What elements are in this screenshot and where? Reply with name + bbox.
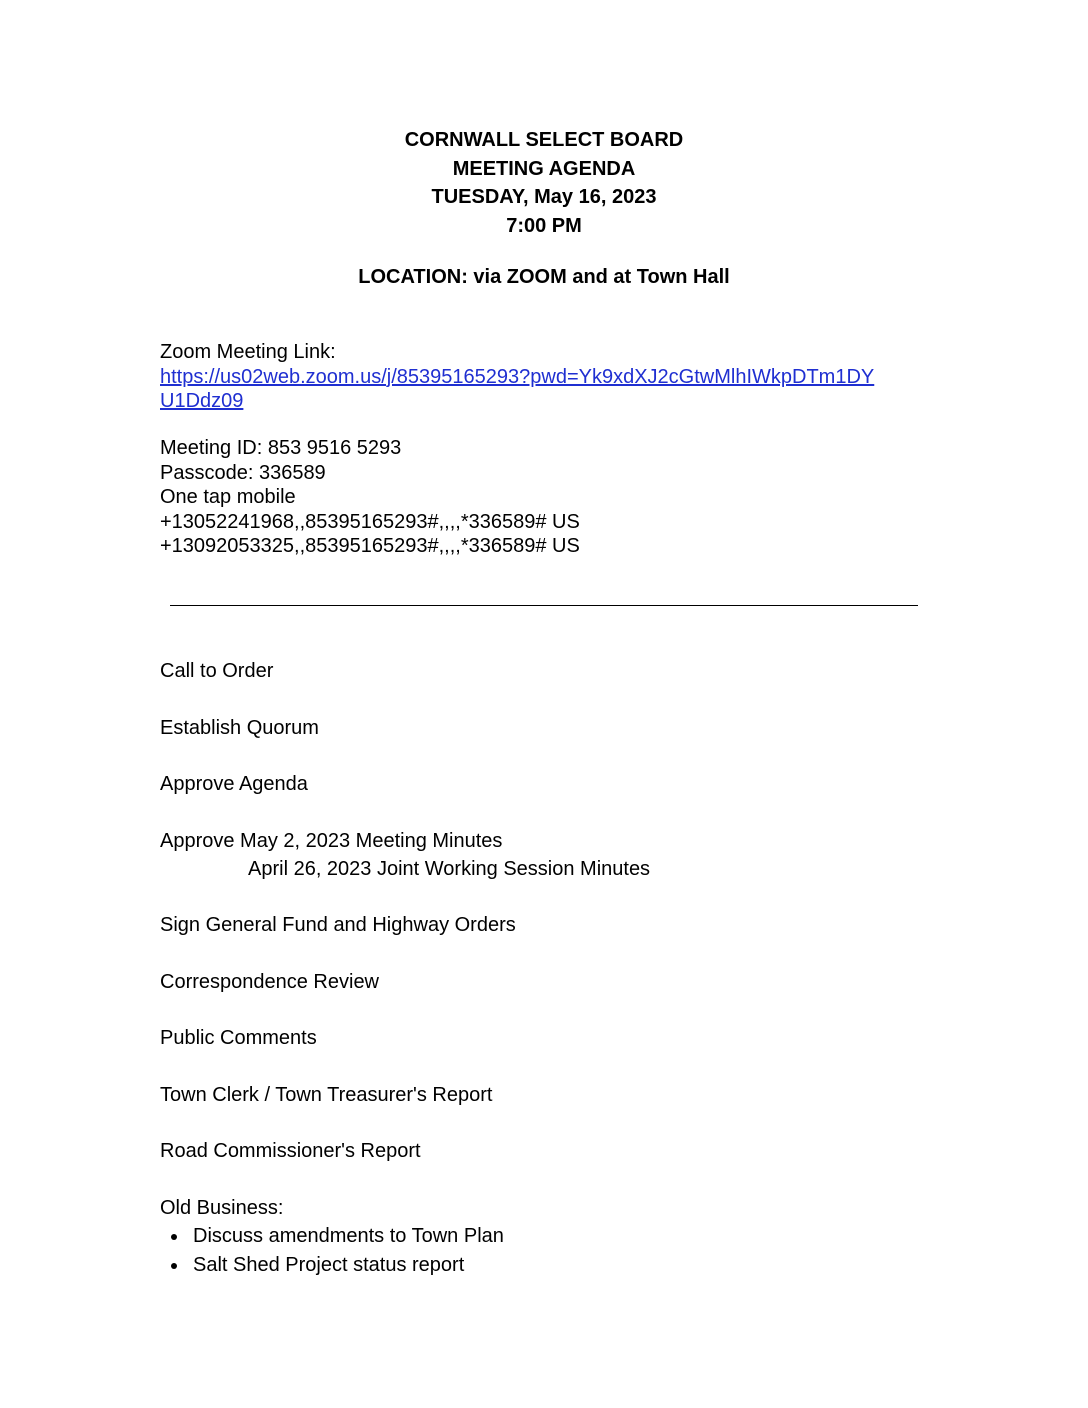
- meeting-date: TUESDAY, May 16, 2023: [431, 186, 657, 208]
- meeting-passcode: Passcode: 336589: [160, 461, 326, 484]
- old-business-bullet: [160, 1251, 1040, 1280]
- meeting-time: 7:00 PM: [506, 214, 582, 237]
- agenda-item: Sign General Fund and Highway Orders: [160, 914, 516, 936]
- agenda-item: Establish Quorum: [160, 716, 319, 739]
- bullet-text: Discuss amendments to Town Plan: [193, 1224, 504, 1247]
- old-business-bullet: [160, 1222, 1040, 1251]
- meeting-location: LOCATION: via ZOOM and at Town Hall: [358, 266, 730, 288]
- agenda-item: Approve Agenda: [160, 773, 308, 795]
- agenda-header: [0, 126, 1088, 240]
- document-title: MEETING AGENDA: [452, 157, 636, 180]
- agenda-item: Public Comments: [160, 1027, 317, 1049]
- agenda-list: [160, 657, 1040, 1280]
- agenda-item: Approve May 2, 2023 Meeting Minutes: [160, 829, 503, 852]
- one-tap-label: One tap mobile: [160, 486, 296, 508]
- zoom-link-text-line2: U1Ddz09: [160, 390, 244, 412]
- one-tap-number: +13092053325,,85395165293#,,,,*336589# US: [160, 535, 580, 557]
- bullet-text: Salt Shed Project status report: [193, 1253, 465, 1276]
- meeting-details: [160, 436, 580, 559]
- agenda-item: Correspondence Review: [160, 970, 380, 993]
- board-name: CORNWALL SELECT BOARD: [404, 129, 684, 151]
- zoom-info: [160, 340, 874, 414]
- horizontal-divider: [170, 605, 918, 606]
- zoom-meeting-link[interactable]: [160, 365, 874, 414]
- meeting-id: Meeting ID: 853 9516 5293: [160, 437, 402, 459]
- one-tap-number: +13052241968,,85395165293#,,,,*336589# US: [160, 510, 580, 533]
- bullet-icon: [171, 1234, 177, 1240]
- agenda-item: Call to Order: [160, 660, 274, 682]
- agenda-item: Town Clerk / Town Treasurer's Report: [160, 1083, 493, 1106]
- zoom-link-text-line1: https://us02web.zoom.us/j/85395165293?pwd=Yk9xdXJ2cGtwMlhIWkpDTm1DY: [160, 365, 875, 388]
- zoom-link-label: Zoom Meeting Link:: [160, 341, 336, 363]
- bullet-icon: [171, 1263, 177, 1269]
- agenda-sub-item: April 26, 2023 Joint Working Session Minutes: [248, 857, 651, 880]
- old-business-heading: Old Business:: [160, 1196, 284, 1219]
- agenda-item: Road Commissioner's Report: [160, 1140, 421, 1162]
